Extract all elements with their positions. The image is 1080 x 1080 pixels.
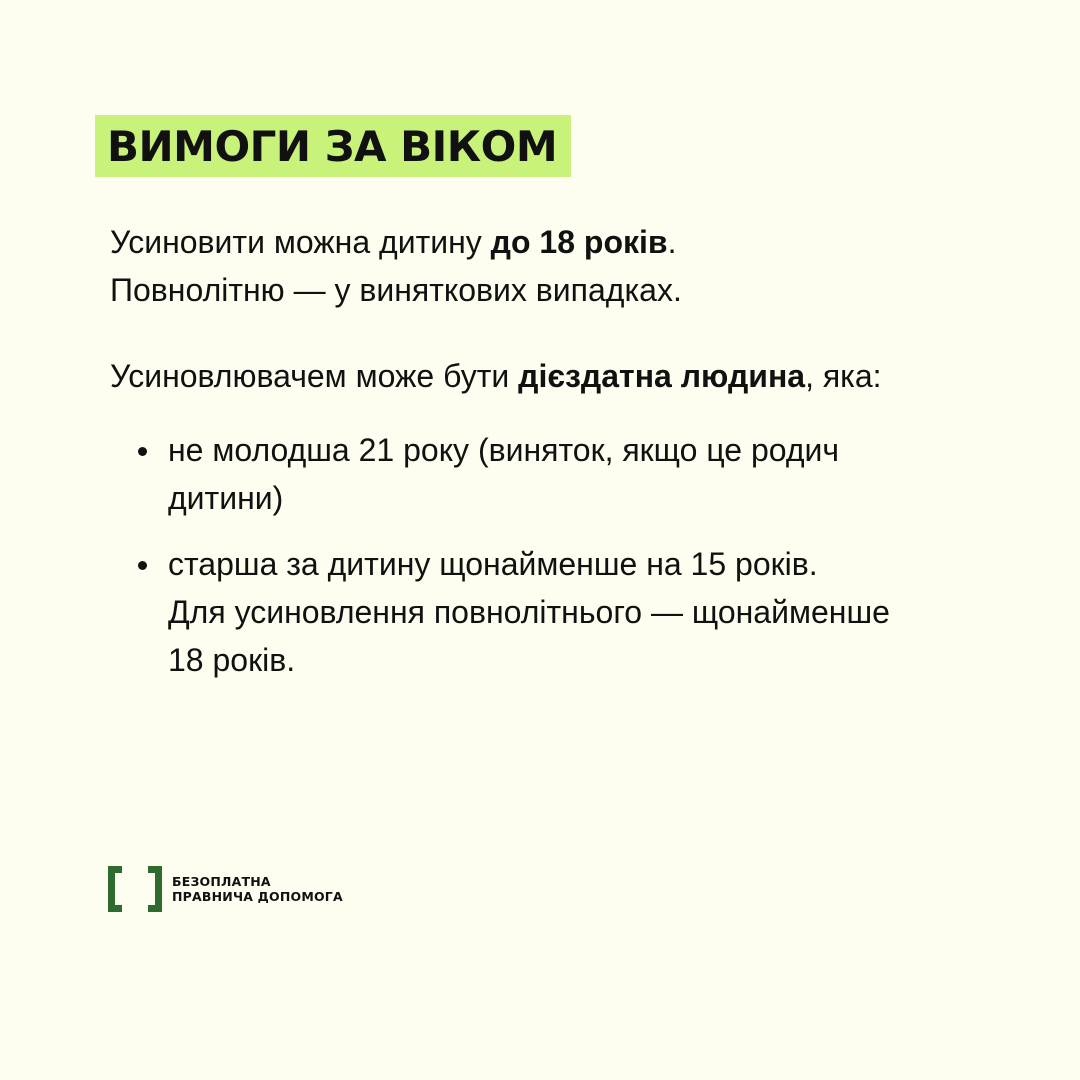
- list-item: [138, 426, 1038, 522]
- page-title: ВИМОГИ ЗА ВІКОМ: [107, 121, 558, 171]
- intro-punctuation: .: [667, 224, 677, 260]
- bullet-icon: [138, 447, 147, 456]
- adopter-text: Усиновлювачем може бути: [110, 358, 519, 394]
- list-item-line: старша за дитину щонайменше на 15 років.: [168, 546, 818, 582]
- bracket-logo-icon: [108, 866, 162, 912]
- logo-line-2: ПРАВНИЧА ДОПОМОГА: [172, 889, 343, 904]
- intro-bold-text: до 18 років: [490, 224, 668, 260]
- list-item-line: не молодша 21 року (виняток, якщо це родич: [168, 432, 840, 468]
- intro-line-2: Повнолітню — у виняткових випадках.: [110, 272, 682, 308]
- adopter-trailing-text: , яка:: [805, 358, 882, 394]
- list-item-line: Для усиновлення повнолітнього — щонайменше: [168, 594, 890, 630]
- list-item: [138, 540, 1038, 684]
- list-item-line: 18 років.: [168, 642, 296, 678]
- adopter-bold-text: дієздатна людина: [518, 358, 806, 394]
- intro-line-1: [110, 218, 682, 266]
- logo-line-1: БЕЗОПЛАТНА: [172, 874, 271, 889]
- organization-logo: [108, 866, 343, 912]
- intro-text: Усиновити можна дитину: [110, 224, 491, 260]
- logo-text: [172, 874, 343, 904]
- intro-paragraph: [110, 218, 682, 314]
- bullet-icon: [138, 561, 147, 570]
- left-bracket-icon: [108, 866, 122, 912]
- right-bracket-icon: [148, 866, 162, 912]
- list-item-line: дитини): [168, 480, 284, 516]
- adopter-paragraph: [110, 352, 882, 400]
- requirements-list: [138, 426, 1038, 702]
- title-highlight: [95, 115, 571, 177]
